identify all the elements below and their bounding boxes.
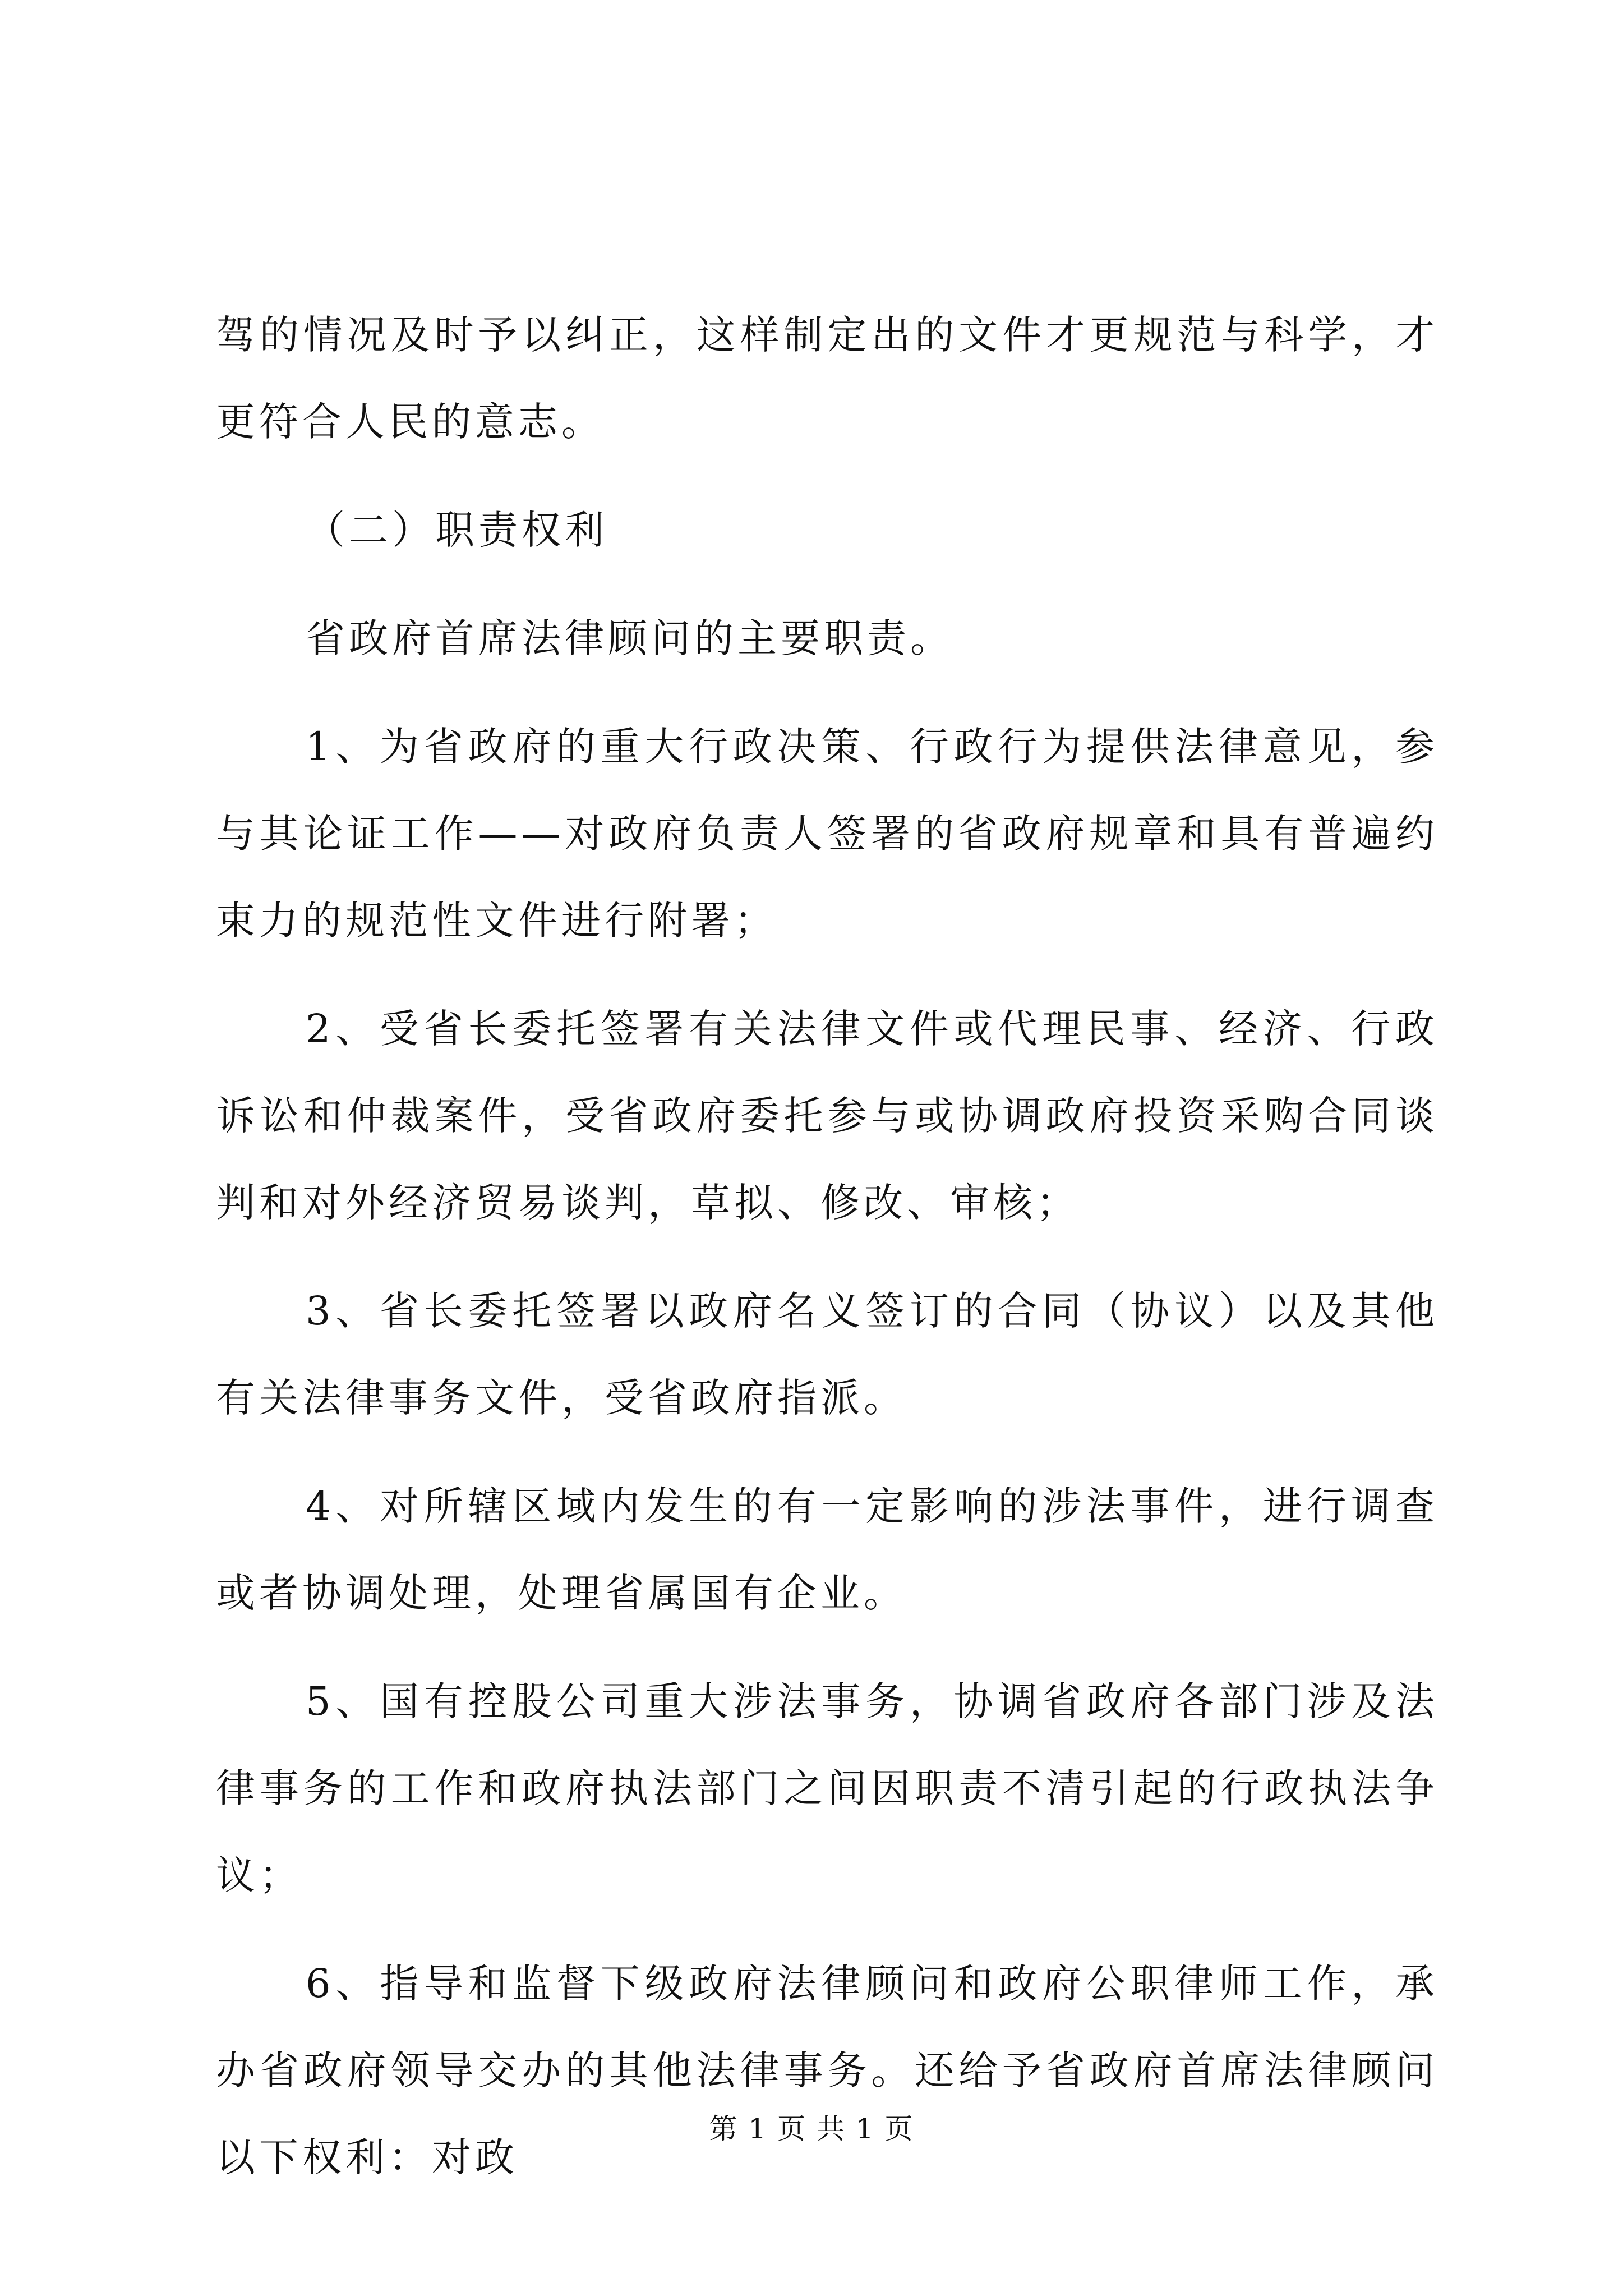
list-item-2: 2、受省长委托签署有关法律文件或代理民事、经济、行政诉讼和仲裁案件，受省政府委托参与或协调政府投资采购合同谈判和对外经济贸易谈判，草拟、修改、审核； xyxy=(216,1006,1438,1226)
list-item-5: 5、国有控股公司重大涉法事务，协调省政府各部门涉及法律事务的工作和政府执法部门之间因职责不清引起的行政执法争议； xyxy=(216,1678,1438,1898)
document-body xyxy=(216,292,1438,2223)
list-item-3: 3、省长委托签署以政府名义签订的合同（协议）以及其他有关法律事务文件，受省政府指派。 xyxy=(216,1288,1438,1421)
section-heading: （二）职责权利 xyxy=(306,507,608,553)
paragraph-continuation: 驾的情况及时予以纠正，这样制定出的文件才更规范与科学，才更符合人民的意志。 xyxy=(216,312,1438,445)
list-item-6: 6、指导和监督下级政府法律顾问和政府公职律师工作，承办省政府领导交办的其他法律事务。还给予省政府首席法律顾问以下权利：对政 xyxy=(216,1961,1438,2180)
paragraph-intro: 省政府首席法律顾问的主要职责。 xyxy=(306,615,953,661)
list-item-4: 4、对所辖区域内发生的有一定影响的涉法事件，进行调查或者协调处理，处理省属国有企业。 xyxy=(216,1483,1438,1616)
list-item-1: 1、为省政府的重大行政决策、行政行为提供法律意见，参与其论证工作——对政府负责人签署的省政府规章和具有普遍约束力的规范性文件进行附署； xyxy=(216,724,1438,944)
page-number-footer: 第 1 页 共 1 页 xyxy=(709,2113,914,2145)
